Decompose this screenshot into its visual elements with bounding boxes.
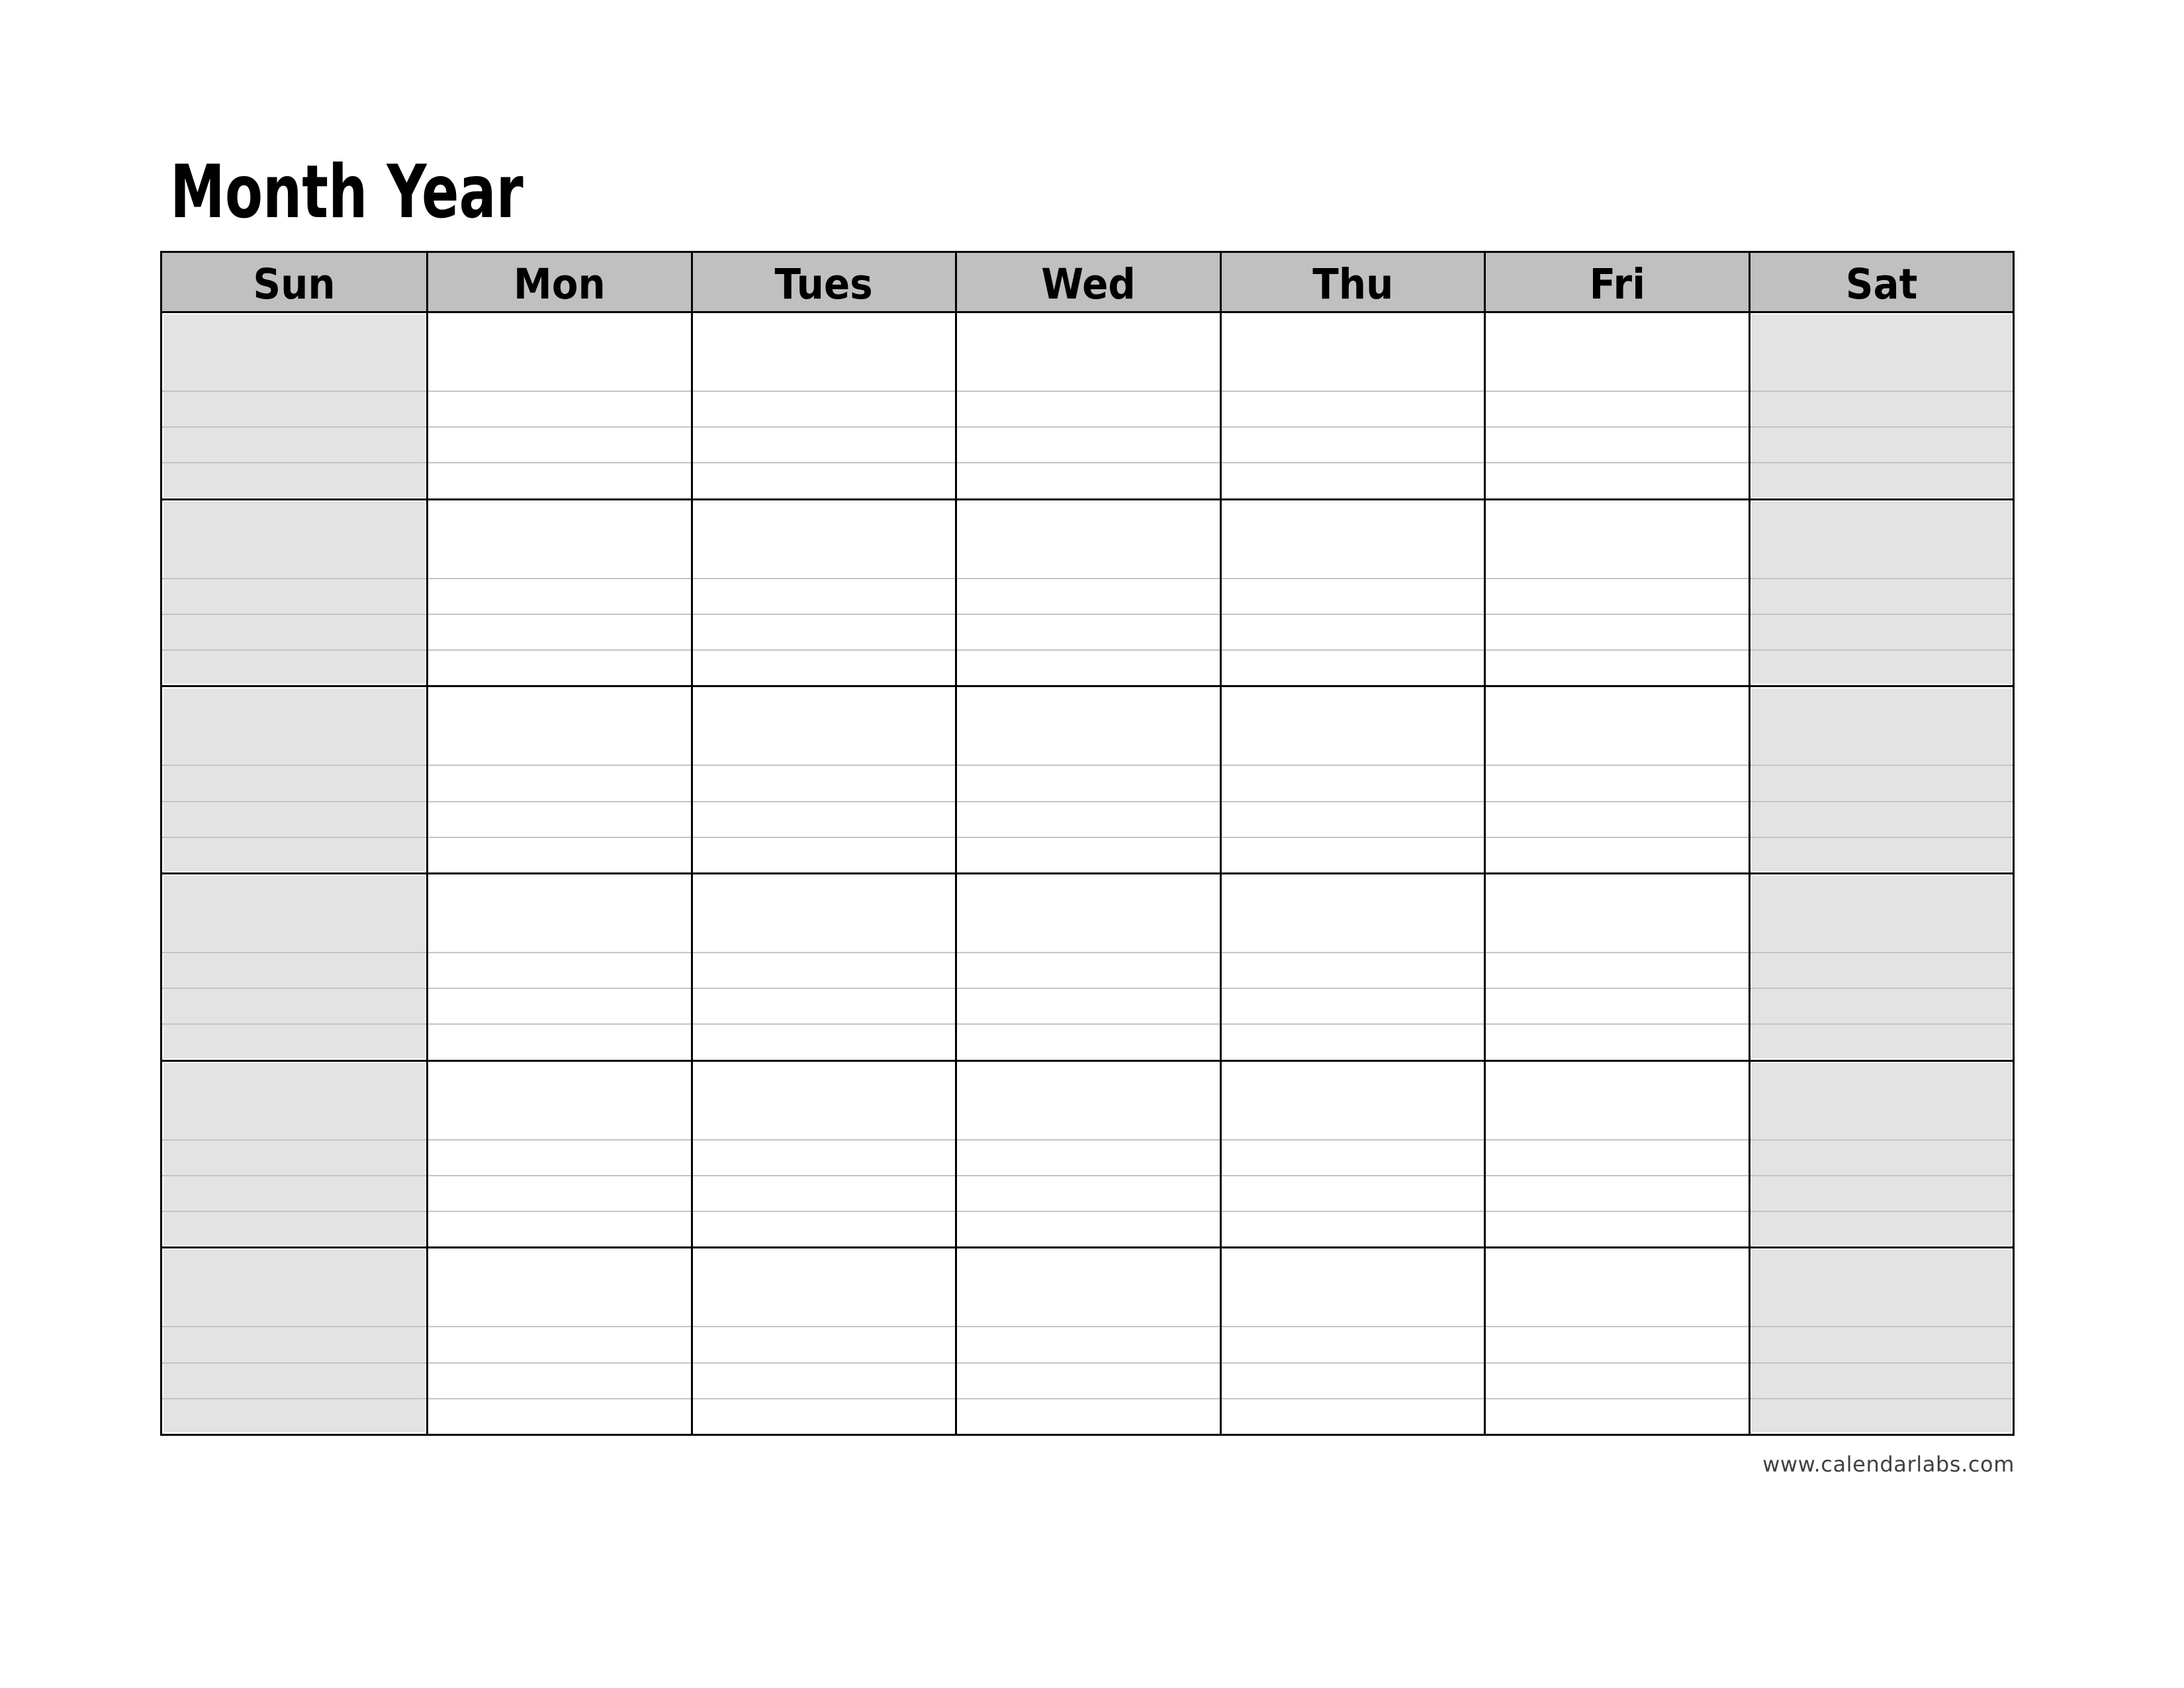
day-writing-line (162, 649, 426, 685)
day-date-area (162, 687, 426, 765)
day-writing-line (162, 462, 426, 498)
day-date-area (1486, 1062, 1748, 1139)
day-cell-sat (1749, 687, 2013, 872)
day-writing-line (428, 649, 690, 685)
day-cell-thu (1220, 874, 1484, 1060)
day-date-area (693, 500, 955, 578)
calendar-grid (160, 251, 2015, 1436)
day-writing-line (1486, 391, 1748, 426)
day-date-area (693, 313, 955, 391)
day-writing-line (693, 614, 955, 649)
weekday-label: Mon (514, 259, 606, 308)
day-writing-line (1486, 837, 1748, 872)
weekday-header-mon (426, 253, 690, 311)
day-date-area (1486, 1248, 1748, 1326)
day-date-area (428, 1248, 690, 1326)
day-writing-line (1486, 1023, 1748, 1059)
day-cell-fri (1484, 313, 1748, 498)
day-writing-line (1751, 1175, 2013, 1211)
weekday-label: Sun (253, 259, 336, 308)
day-cell-fri (1484, 1248, 1748, 1434)
day-date-area (1222, 874, 1484, 952)
day-writing-line (428, 952, 690, 988)
day-writing-line (1222, 988, 1484, 1023)
week-row (162, 1060, 2013, 1247)
day-date-area (162, 1062, 426, 1139)
day-date-area (1222, 1248, 1484, 1326)
day-writing-line (1222, 952, 1484, 988)
day-cell-tues (691, 313, 955, 498)
day-writing-line (162, 765, 426, 800)
day-writing-line (162, 578, 426, 614)
day-cell-mon (426, 874, 690, 1060)
day-writing-line (1751, 1326, 2013, 1362)
day-writing-line (693, 1211, 955, 1246)
day-writing-line (957, 426, 1219, 462)
day-writing-line (428, 1139, 690, 1175)
day-writing-line (1222, 801, 1484, 837)
day-writing-line (162, 1139, 426, 1175)
day-writing-line (957, 614, 1219, 649)
day-writing-line (162, 1211, 426, 1246)
day-writing-line (1222, 614, 1484, 649)
day-date-area (1222, 687, 1484, 765)
day-writing-line (162, 988, 426, 1023)
day-cell-tues (691, 687, 955, 872)
day-cell-tues (691, 874, 955, 1060)
day-date-area (1751, 874, 2013, 952)
day-writing-line (1222, 1398, 1484, 1434)
day-writing-line (693, 391, 955, 426)
day-writing-line (162, 1362, 426, 1398)
weekday-header-fri (1484, 253, 1748, 311)
day-date-area (1486, 874, 1748, 952)
day-writing-line (428, 1398, 690, 1434)
day-writing-line (957, 952, 1219, 988)
day-writing-line (162, 1023, 426, 1059)
weekday-header-tue (691, 253, 955, 311)
day-writing-line (1222, 1023, 1484, 1059)
day-date-area (1751, 1248, 2013, 1326)
day-writing-line (693, 1023, 955, 1059)
day-writing-line (1486, 1139, 1748, 1175)
day-writing-line (957, 837, 1219, 872)
day-writing-line (693, 801, 955, 837)
day-cell-sat (1749, 1062, 2013, 1247)
day-cell-thu (1220, 313, 1484, 498)
day-writing-line (1751, 1023, 2013, 1059)
day-cell-sat (1749, 874, 2013, 1060)
day-date-area (162, 313, 426, 391)
day-date-area (1751, 500, 2013, 578)
day-cell-sun (162, 1062, 426, 1247)
day-writing-line (1751, 1139, 2013, 1175)
day-cell-fri (1484, 1062, 1748, 1247)
day-date-area (957, 687, 1219, 765)
day-date-area (693, 1062, 955, 1139)
week-row (162, 498, 2013, 686)
day-writing-line (428, 426, 690, 462)
day-writing-line (1751, 1398, 2013, 1434)
day-date-area (1486, 687, 1748, 765)
day-writing-line (428, 1326, 690, 1362)
day-date-area (693, 687, 955, 765)
day-date-area (428, 874, 690, 952)
week-row (162, 311, 2013, 498)
day-writing-line (1751, 952, 2013, 988)
day-writing-line (1222, 649, 1484, 685)
day-date-area (1486, 500, 1748, 578)
day-date-area (1751, 687, 2013, 765)
day-writing-line (957, 1023, 1219, 1059)
day-cell-wed (955, 874, 1219, 1060)
day-writing-line (1751, 988, 2013, 1023)
day-writing-line (1486, 1398, 1748, 1434)
day-date-area (162, 874, 426, 952)
day-date-area (428, 1062, 690, 1139)
day-date-area (428, 313, 690, 391)
day-writing-line (1751, 426, 2013, 462)
weekday-header-sat (1749, 253, 2013, 311)
weekday-label: Tues (774, 259, 874, 308)
day-cell-fri (1484, 687, 1748, 872)
weekday-header-sun (162, 253, 426, 311)
day-writing-line (693, 578, 955, 614)
day-writing-line (1222, 837, 1484, 872)
day-writing-line (1222, 578, 1484, 614)
footer-website-text: www.calendarlabs.com (1762, 1452, 2015, 1477)
day-writing-line (957, 801, 1219, 837)
day-date-area (693, 874, 955, 952)
day-writing-line (693, 1362, 955, 1398)
day-writing-line (1751, 462, 2013, 498)
day-date-area (957, 500, 1219, 578)
day-writing-line (162, 614, 426, 649)
day-writing-line (693, 1326, 955, 1362)
day-writing-line (428, 462, 690, 498)
day-writing-line (1222, 462, 1484, 498)
day-writing-line (1486, 1326, 1748, 1362)
day-writing-line (162, 1326, 426, 1362)
weekday-label: Sat (1845, 259, 1918, 308)
day-writing-line (1486, 801, 1748, 837)
day-writing-line (957, 1139, 1219, 1175)
day-writing-line (1486, 1211, 1748, 1246)
day-writing-line (693, 837, 955, 872)
day-cell-tues (691, 500, 955, 686)
day-writing-line (1222, 426, 1484, 462)
day-cell-wed (955, 500, 1219, 686)
weekday-label: Fri (1589, 259, 1645, 308)
day-date-area (1751, 313, 2013, 391)
weekday-label: Thu (1312, 259, 1393, 308)
day-writing-line (693, 1139, 955, 1175)
day-writing-line (428, 578, 690, 614)
day-writing-line (957, 649, 1219, 685)
day-date-area (1751, 1062, 2013, 1139)
day-writing-line (162, 1398, 426, 1434)
day-writing-line (1486, 614, 1748, 649)
day-cell-wed (955, 1062, 1219, 1247)
day-writing-line (1751, 837, 2013, 872)
day-writing-line (957, 578, 1219, 614)
day-cell-mon (426, 500, 690, 686)
day-writing-line (957, 988, 1219, 1023)
day-writing-line (1222, 391, 1484, 426)
day-writing-line (693, 649, 955, 685)
day-writing-line (693, 1175, 955, 1211)
day-writing-line (1751, 801, 2013, 837)
day-cell-thu (1220, 500, 1484, 686)
day-writing-line (428, 801, 690, 837)
day-cell-mon (426, 313, 690, 498)
day-cell-thu (1220, 1248, 1484, 1434)
day-writing-line (428, 1023, 690, 1059)
day-writing-line (1486, 765, 1748, 800)
day-cell-thu (1220, 687, 1484, 872)
day-writing-line (162, 837, 426, 872)
day-date-area (162, 500, 426, 578)
day-writing-line (957, 1211, 1219, 1246)
day-date-area (428, 500, 690, 578)
day-writing-line (1486, 1175, 1748, 1211)
day-cell-tues (691, 1248, 955, 1434)
day-writing-line (957, 462, 1219, 498)
day-cell-fri (1484, 874, 1748, 1060)
day-writing-line (1222, 1175, 1484, 1211)
day-cell-mon (426, 1248, 690, 1434)
day-writing-line (428, 837, 690, 872)
day-writing-line (693, 426, 955, 462)
day-cell-sun (162, 313, 426, 498)
week-row (162, 1246, 2013, 1434)
day-cell-mon (426, 1062, 690, 1247)
day-writing-line (693, 765, 955, 800)
day-writing-line (693, 988, 955, 1023)
day-writing-line (1222, 1326, 1484, 1362)
day-writing-line (1751, 1211, 2013, 1246)
day-writing-line (1222, 1139, 1484, 1175)
day-writing-line (1751, 765, 2013, 800)
day-writing-line (1222, 765, 1484, 800)
day-writing-line (957, 391, 1219, 426)
day-cell-sun (162, 874, 426, 1060)
day-date-area (1222, 500, 1484, 578)
day-date-area (693, 1248, 955, 1326)
day-date-area (957, 1062, 1219, 1139)
day-cell-wed (955, 1248, 1219, 1434)
weekday-header-thu (1220, 253, 1484, 311)
day-date-area (1486, 313, 1748, 391)
day-writing-line (1751, 614, 2013, 649)
day-cell-sat (1749, 1248, 2013, 1434)
day-writing-line (428, 1211, 690, 1246)
day-writing-line (162, 426, 426, 462)
day-date-area (1222, 313, 1484, 391)
weekday-header-wed (955, 253, 1219, 311)
day-writing-line (1486, 649, 1748, 685)
weekday-header-row (162, 253, 2013, 311)
day-writing-line (1222, 1362, 1484, 1398)
day-writing-line (428, 1175, 690, 1211)
day-writing-line (957, 1362, 1219, 1398)
day-writing-line (428, 765, 690, 800)
day-cell-thu (1220, 1062, 1484, 1247)
day-writing-line (428, 1362, 690, 1398)
day-writing-line (693, 952, 955, 988)
day-date-area (957, 874, 1219, 952)
day-cell-sat (1749, 313, 2013, 498)
day-writing-line (1486, 1362, 1748, 1398)
weekday-label: Wed (1041, 259, 1136, 308)
day-writing-line (957, 1326, 1219, 1362)
day-date-area (957, 1248, 1219, 1326)
day-date-area (162, 1248, 426, 1326)
day-writing-line (693, 1398, 955, 1434)
day-writing-line (1486, 578, 1748, 614)
day-writing-line (957, 1175, 1219, 1211)
day-writing-line (1486, 988, 1748, 1023)
day-writing-line (428, 614, 690, 649)
day-cell-sat (1749, 500, 2013, 686)
day-writing-line (428, 391, 690, 426)
day-writing-line (1751, 1362, 2013, 1398)
day-writing-line (957, 765, 1219, 800)
day-cell-wed (955, 313, 1219, 498)
day-writing-line (428, 988, 690, 1023)
day-writing-line (957, 1398, 1219, 1434)
day-date-area (957, 313, 1219, 391)
day-writing-line (1486, 462, 1748, 498)
day-cell-sun (162, 687, 426, 872)
day-cell-tues (691, 1062, 955, 1247)
day-date-area (428, 687, 690, 765)
day-writing-line (162, 952, 426, 988)
week-row (162, 685, 2013, 872)
day-writing-line (1751, 578, 2013, 614)
day-cell-wed (955, 687, 1219, 872)
day-cell-sun (162, 1248, 426, 1434)
day-writing-line (162, 1175, 426, 1211)
day-cell-sun (162, 500, 426, 686)
week-row (162, 872, 2013, 1060)
day-writing-line (1751, 649, 2013, 685)
day-cell-mon (426, 687, 690, 872)
day-cell-fri (1484, 500, 1748, 686)
page-title: Month Year (170, 150, 523, 235)
day-writing-line (162, 801, 426, 837)
day-date-area (1222, 1062, 1484, 1139)
day-writing-line (1486, 426, 1748, 462)
day-writing-line (1222, 1211, 1484, 1246)
day-writing-line (1486, 952, 1748, 988)
day-writing-line (1751, 391, 2013, 426)
day-writing-line (162, 391, 426, 426)
day-writing-line (693, 462, 955, 498)
